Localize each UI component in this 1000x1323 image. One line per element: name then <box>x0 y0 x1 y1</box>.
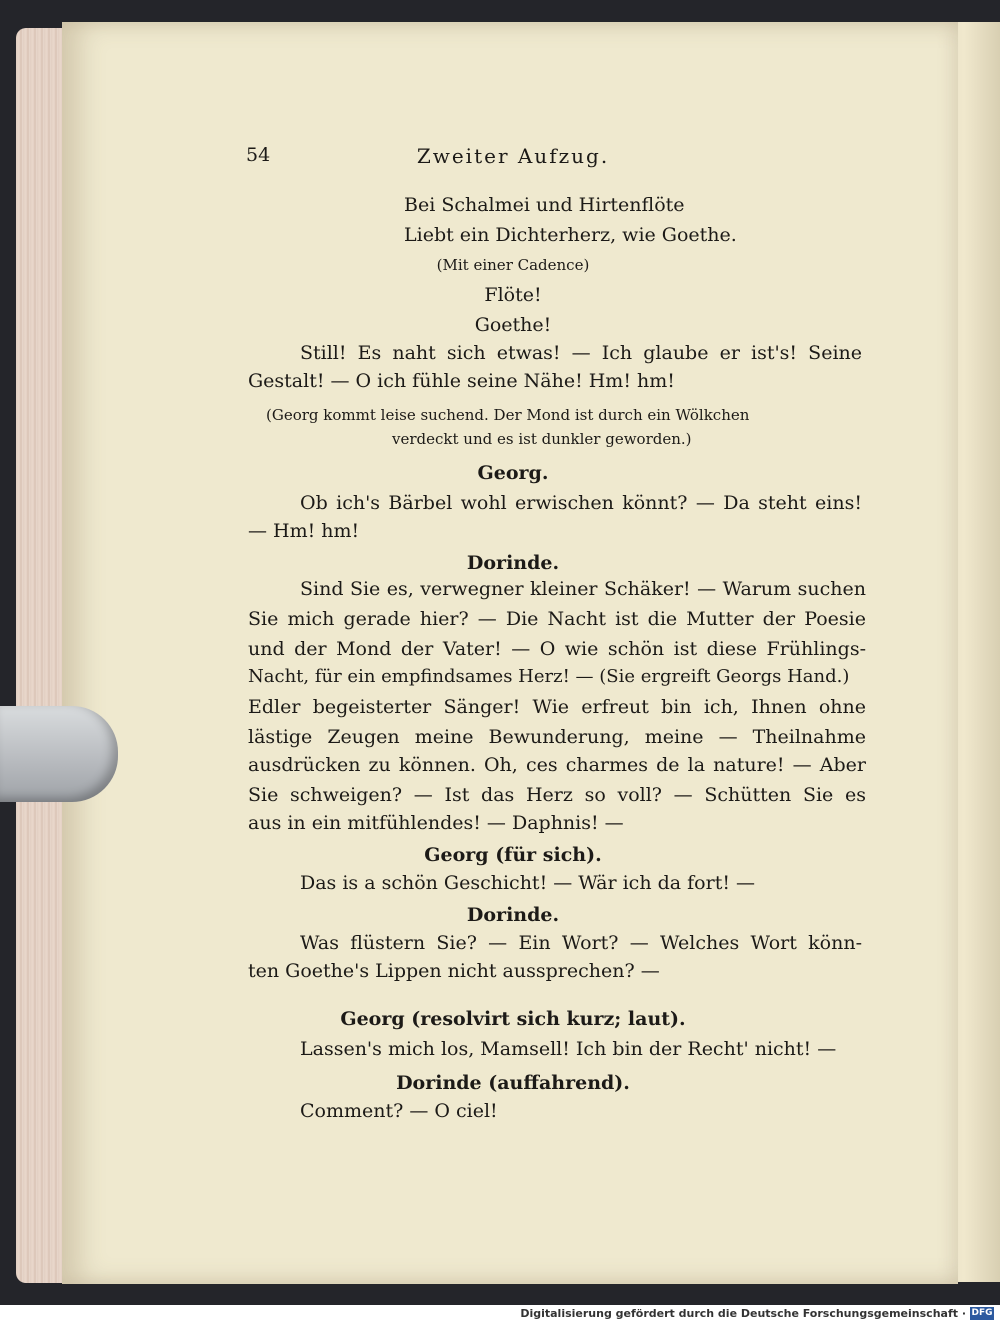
text-line: Ob ich's Bärbel wohl erwischen könnt? — Da steht eins! <box>300 492 862 514</box>
page-number: 54 <box>246 144 271 166</box>
text-line: — Hm! hm! <box>248 520 360 542</box>
speaker-name: Dorinde. <box>466 904 560 926</box>
speaker-name: Georg (für sich). <box>424 844 602 866</box>
text-line: Was flüstern Sie? — Ein Wort? — Welches Wort könn- <box>300 932 862 954</box>
stage-direction: (Georg kommt leise suchend. Der Mond ist durch ein Wölkchen <box>266 406 750 424</box>
speaker-name: Georg. <box>477 462 549 484</box>
speaker-name: Georg (resolvirt sich kurz; laut). <box>340 1008 686 1030</box>
verse-line: Liebt ein Dichterherz, wie Goethe. <box>404 224 737 246</box>
text-line: aus in ein mitfühlendes! — Daphnis! — <box>248 812 624 834</box>
text-line: Nacht, für ein empfindsames Herz! — (Sie ergreift Georgs Hand.) <box>248 666 850 687</box>
page-holder-thumb <box>0 706 118 802</box>
running-head: Zweiter Aufzug. <box>416 144 610 168</box>
text-line: Flöte! <box>484 284 542 306</box>
text-line: Sind Sie es, verwegner kleiner Schäker! — Warum suchen <box>300 578 866 600</box>
text-line: Gestalt! — O ich fühle seine Nähe! Hm! hm! <box>248 370 675 392</box>
text-line: Lassen's mich los, Mamsell! Ich bin der Recht' nicht! — <box>300 1038 837 1060</box>
text-line: und der Mond der Vater! — O wie schön ist diese Frühlings- <box>248 638 866 660</box>
stage-direction: (Mit einer Cadence) <box>436 256 590 274</box>
speaker-name: Dorinde. <box>466 552 560 574</box>
text-line: Still! Es naht sich etwas! — Ich glaube er ist's! Seine <box>300 342 862 364</box>
text-line: Edler begeisterter Sänger! Wie erfreut bin ich, Ihnen ohne <box>248 696 866 718</box>
text-line: Sie mich gerade hier? — Die Nacht ist die Mutter der Poesie <box>248 608 866 630</box>
text-line: ten Goethe's Lippen nicht aussprechen? — <box>248 960 660 982</box>
verse-line: Bei Schalmei und Hirtenflöte <box>404 194 685 216</box>
stage-direction: verdeckt und es ist dunkler geworden.) <box>392 430 692 448</box>
text-line: Goethe! <box>474 314 552 336</box>
footer-credit: Digitalisierung gefördert durch die Deutsche Forschungsgemeinschaft · <box>520 1307 966 1320</box>
text-line: ausdrücken zu können. Oh, ces charmes de la nature! — Aber <box>248 754 866 776</box>
footer-bar <box>0 1305 1000 1323</box>
text-line: Sie schweigen? — Ist das Herz so voll? — Schütten Sie es <box>248 784 866 806</box>
text-line: Das is a schön Geschicht! — Wär ich da fort! — <box>300 872 755 894</box>
text-line: Comment? — O ciel! <box>300 1100 498 1122</box>
speaker-name: Dorinde (auffahrend). <box>396 1072 630 1094</box>
dfg-logo: DFG <box>971 1308 993 1318</box>
text-line: lästige Zeugen meine Bewunderung, meine — Theilnahme <box>248 726 866 748</box>
